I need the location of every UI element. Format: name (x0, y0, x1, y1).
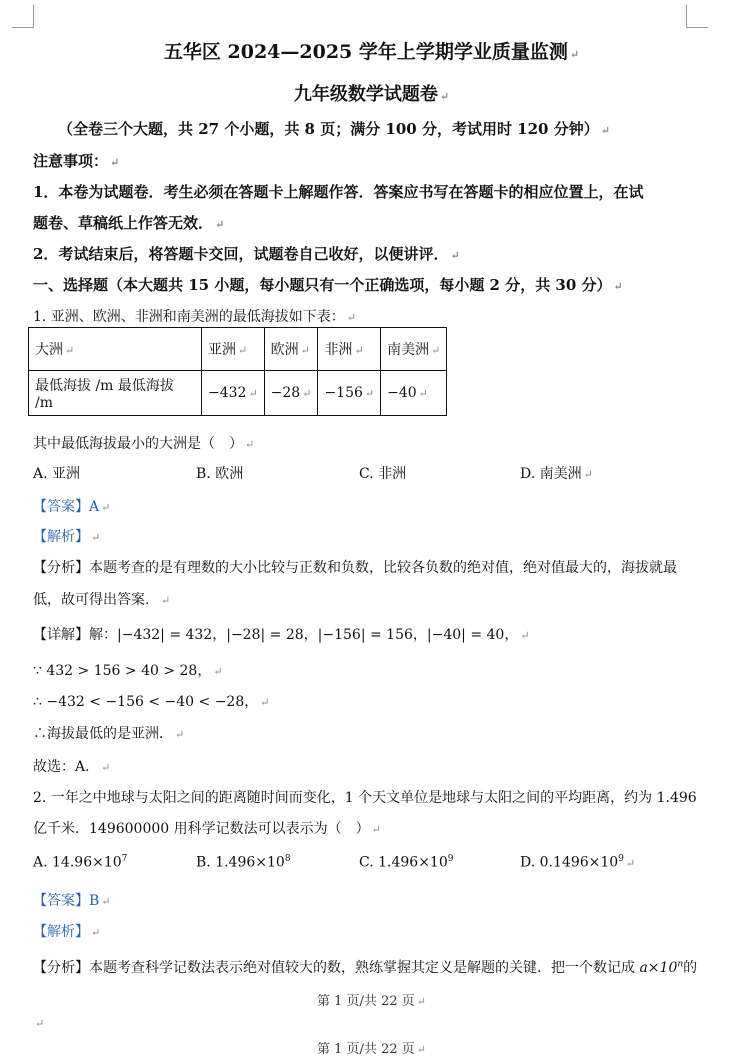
table-cell: −156 ↵ (318, 371, 381, 416)
q1-option-c: C. 非洲 (359, 466, 407, 482)
q1-detail: 【详解】解：|−432| = 432，|−28| = 28，|−156| = 156，|−40| = 40， ↵ (33, 627, 530, 643)
q1-option-d: D. 南美洲 ↵ (520, 466, 593, 482)
q2-stem: 2. 一年之中地球与太阳之间的距离随时间而变化，1 个天文单位是地球与太阳之间的平均距离，约为 1.496 (33, 790, 697, 806)
q1-fenxi: 【分析】本题考查的是有理数的大小比较与正数和负数，比较各负数的绝对值，绝对值最大的，海拔就最 (33, 560, 677, 576)
notice-item-2: 2．考试结束后，将答题卡交回，试题卷自己收好，以便讲评． ↵ (33, 245, 460, 263)
crop-mark-right-vertical (686, 5, 687, 27)
table-header-row (29, 328, 447, 371)
crop-mark-right-horizontal (686, 27, 708, 28)
q1-choice: 故选：A． ↵ (33, 759, 111, 775)
q2-option-b: B. $1.496\times 10^8$ (196, 854, 291, 871)
q1-answer: 【答案】A ↵ (33, 499, 111, 515)
q1-stem: 1. 亚洲、欧洲、非洲和南美洲的最低海拔如下表： ↵ (33, 309, 357, 325)
exam-title: 五华区 2024—2025 学年上学期学业质量监测 ↵ (163, 41, 580, 63)
q2-fenxi: 【分析】本题考查科学记数法表示绝对值较大的数，熟练掌握其定义是解题的关键．把一个数记成 $a\times 10^n$的 (33, 959, 698, 976)
table-cell: 非洲 ↵ (318, 328, 381, 371)
exam-info: （全卷三个大题，共 27 个小题，共 8 页；满分 100 分，考试用时 120 分钟） ↵ (58, 120, 610, 138)
q1-option-b: B. 欧洲 (196, 466, 244, 482)
notice-item-1-cont: 题卷、草稿纸上作答无效． ↵ (33, 214, 225, 232)
notice-heading: 注意事项： ↵ (33, 152, 120, 170)
q2-option-a: A. $14.96\times 10^7$ (33, 854, 128, 871)
table-row (29, 371, 447, 416)
table-cell: 南美洲 ↵ (381, 328, 447, 371)
notice-item-1: 1．本卷为试题卷．考生必须在答题卡上解题作答．答案应书写在答题卡的相应位置上，在试 (33, 183, 644, 201)
crop-mark-left-vertical (33, 5, 34, 27)
page-footer-repeat: 第 1 页/共 22 页 ↵ (317, 1042, 426, 1057)
table-cell: 欧洲 ↵ (264, 328, 318, 371)
page-footer: 第 1 页/共 22 页 ↵ (317, 994, 426, 1009)
q2-stem-cont: 亿千米．149600000 用科学记数法可以表示为（ ） ↵ (33, 821, 381, 837)
q1-option-a: A. 亚洲 (33, 466, 81, 482)
q1-therefore-1: ∴ −432 < −156 < −40 < −28， ↵ (33, 694, 270, 710)
q1-since: ∵ 432 > 156 > 40 > 28， ↵ (33, 663, 223, 679)
q1-question: 其中最低海拔最小的大洲是（ ） ↵ (33, 436, 255, 452)
crop-mark-left-horizontal (12, 27, 34, 28)
table-cell: 大洲 ↵ (29, 328, 202, 371)
q1-analysis-label: 【解析】 ↵ (33, 529, 101, 545)
q2-analysis-label: 【解析】 ↵ (33, 924, 101, 940)
table-cell: 最低海拔 /m 最低海拔 /m (29, 371, 202, 416)
exam-subtitle: 九年级数学试题卷 ↵ (293, 84, 450, 105)
q1-therefore-2: ∴海拔最低的是亚洲． ↵ (33, 726, 185, 742)
paragraph-mark: ↵ (35, 1017, 45, 1030)
q2-option-d: D. $0.1496\times 10^9$ ↵ (520, 854, 636, 871)
q1-fenxi-cont: 低，故可得出答案． ↵ (33, 592, 171, 608)
section-heading-choice: 一、选择题（本大题共 15 小题，每小题只有一个正确选项，每小题 2 分，共 30 分） ↵ (33, 276, 623, 294)
table-cell: −432 ↵ (202, 371, 265, 416)
altitude-table (28, 327, 447, 416)
q2-answer: 【答案】B ↵ (33, 893, 111, 909)
table-cell: −28 ↵ (264, 371, 318, 416)
table-cell: 亚洲 ↵ (202, 328, 265, 371)
table-cell: −40 ↵ (381, 371, 447, 416)
q2-option-c: C. $1.496\times 10^9$ (359, 854, 454, 871)
